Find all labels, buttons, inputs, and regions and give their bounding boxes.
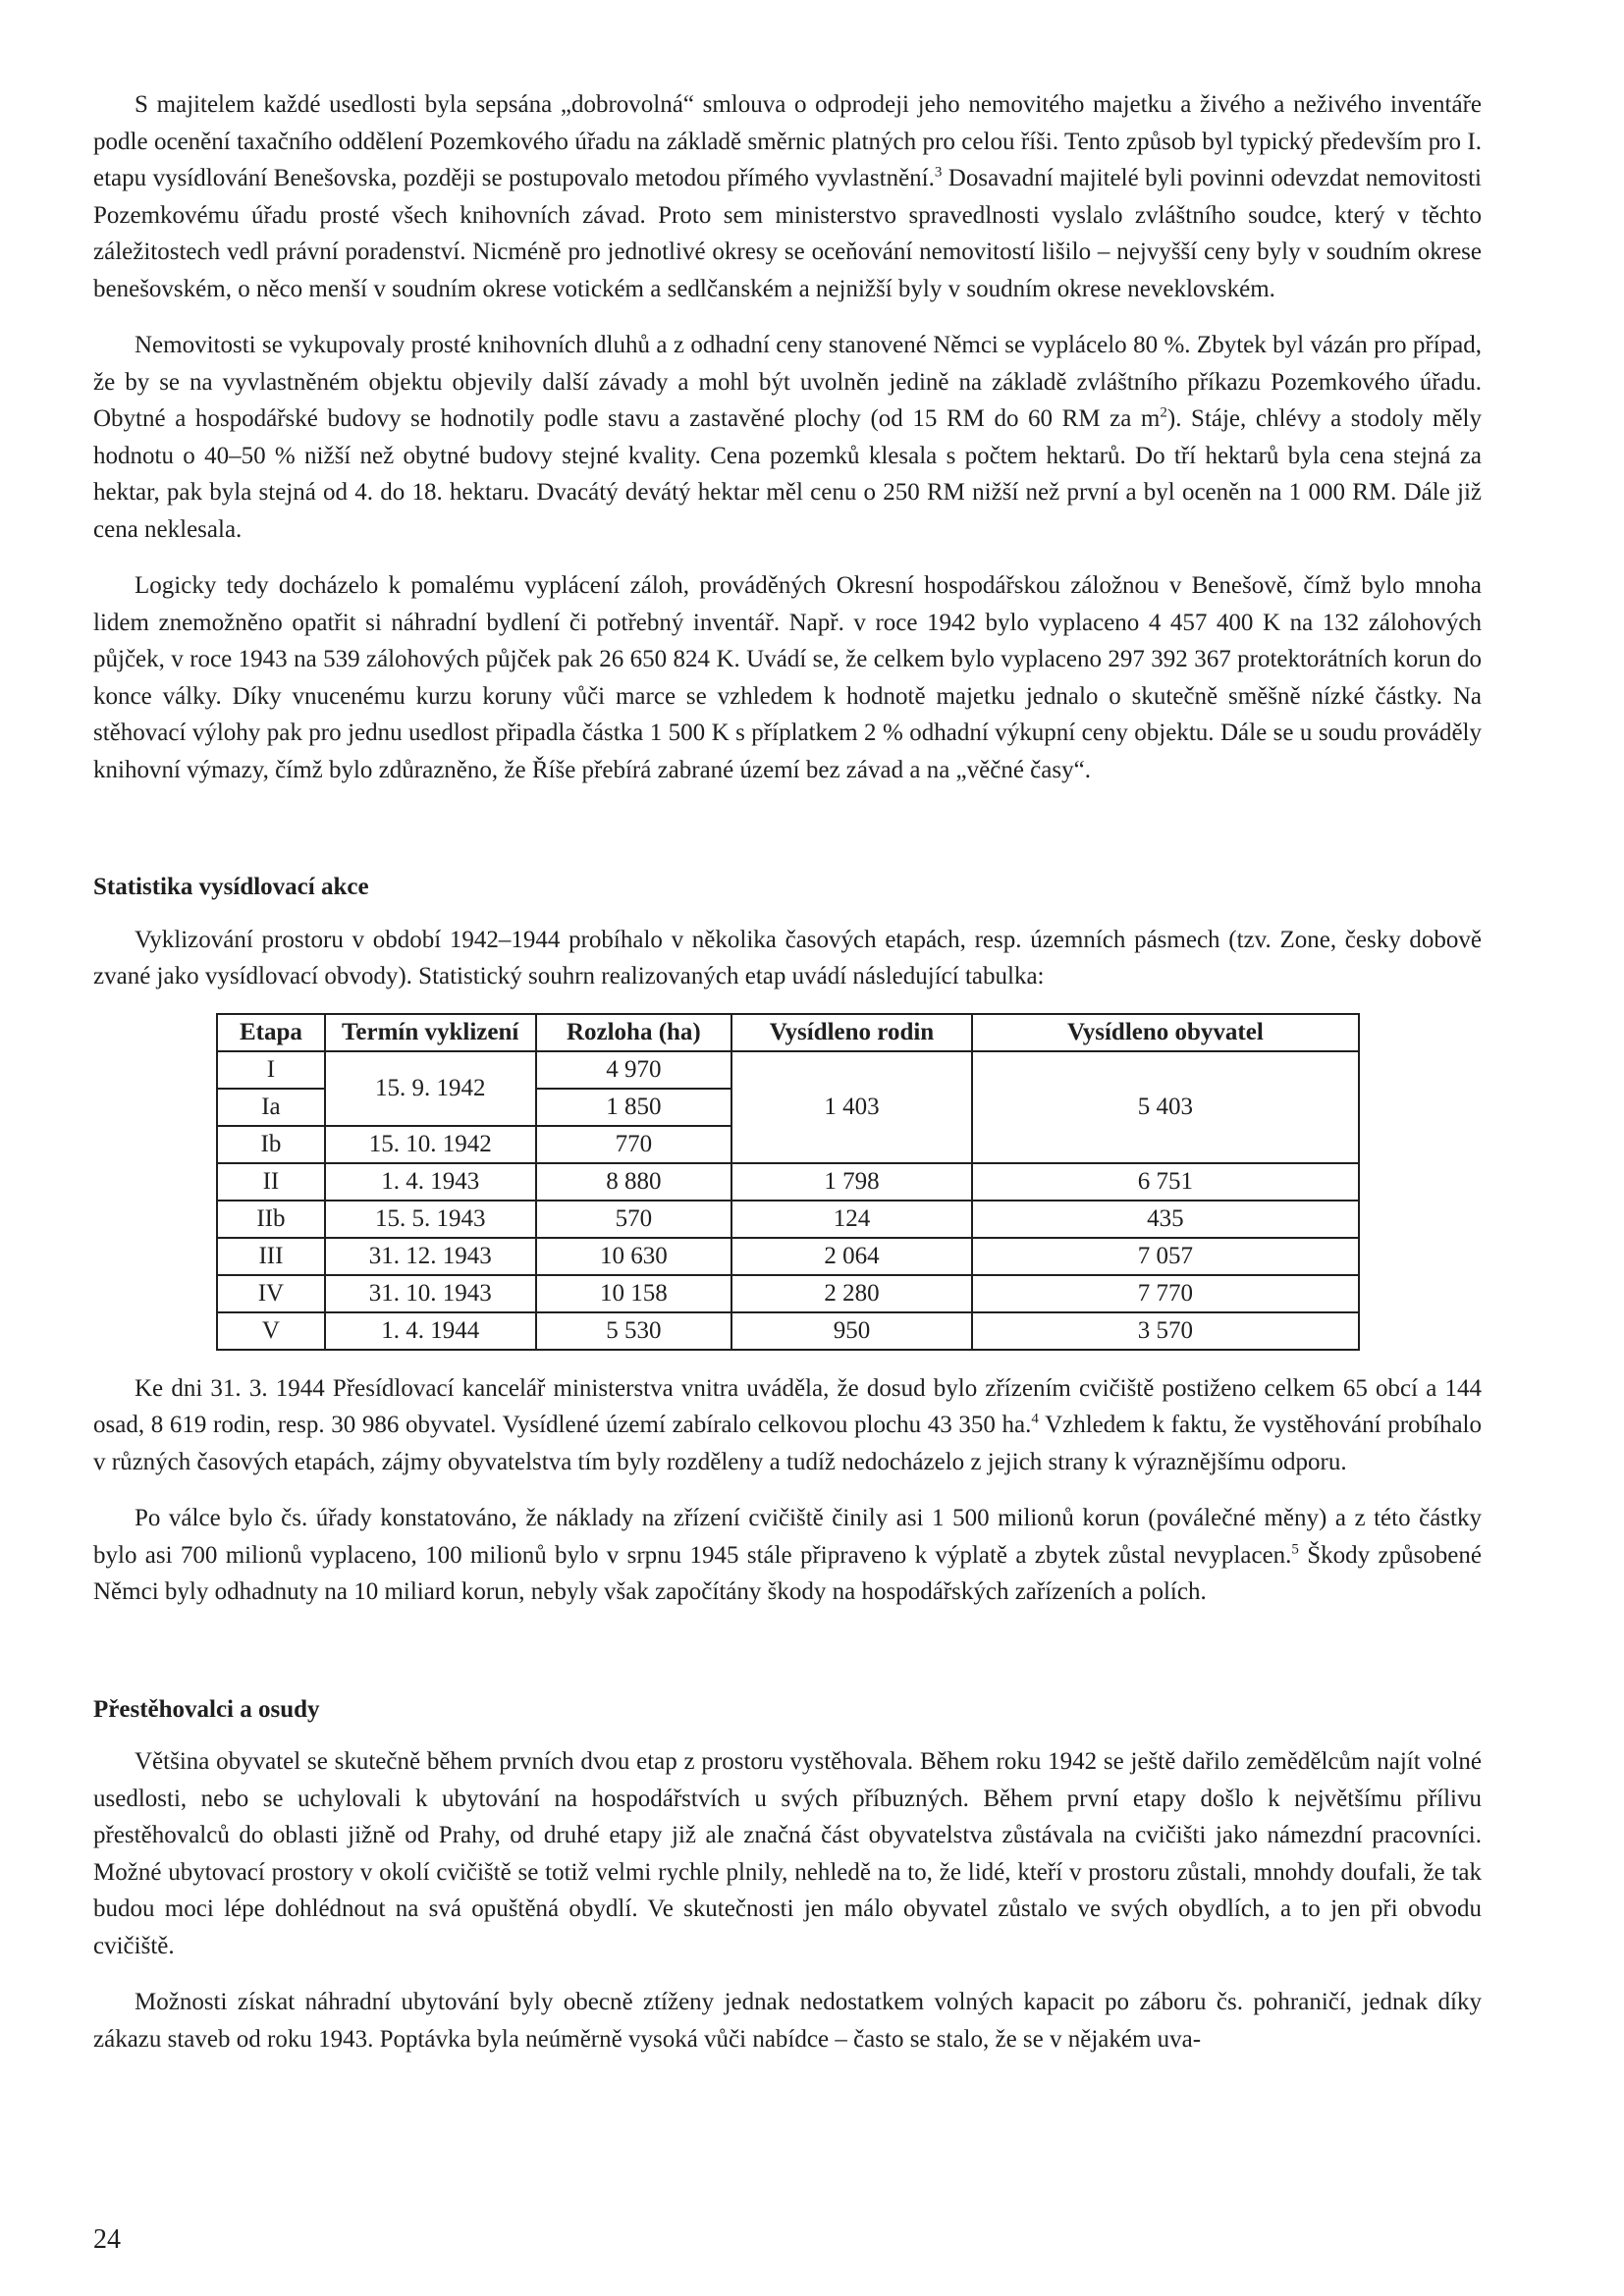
table-cell: IV <box>217 1275 325 1312</box>
paragraph-text: Vyklizování prostoru v období 1942–1944 probíhalo v několika časových etapách, resp. územních pásmech (tzv. Zone, česky dobově zvané jako vysídlovací obvody). Statistický souhrn realizovaných etap uvádí následující tabulka: <box>93 926 1482 989</box>
paragraph-text: Nemovitosti se vykupovaly prosté knihovních dluhů a z odhadní ceny stanovené Němci se vyplácelo 80 %. Zbytek byl vázán pro případ, že by se na vyvlastněném objektu objevily další závady a mohl být uvolněn jedině na základě zvláštního příkazu Pozemkového úřadu. Obytné a hospodářské budovy se hodnotily podle stavu a zastavěné plochy (od 15 RM do 60 RM za m <box>93 332 1482 432</box>
table-cell: Ib <box>217 1126 325 1163</box>
paragraph-text: ). Stáje, chlévy a stodoly měly hodnotu o 40–50 % nižší než obytné budovy stejné kvality. Cena pozemků klesala s počtem hektarů. Do tří hektarů byla cena stejná za hektar, pak byla stejná od 4. do 18. hektaru. Dvacátý devátý hektar měl cenu o 250 RM nižší než první a byl oceněn na 1 000 RM. Dále již cena neklesala. <box>93 405 1482 543</box>
paragraph-text: S majitelem každé usedlosti byla sepsána „dobrovolná“ smlouva o odprodeji jeho nemovitého majetku a živého a neživého inventáře podle ocenění taxačního oddělení Pozemkového úřadu na základě směrnic platných pro celou říši. Tento způsob byl typický především pro I. etapu vysídlování Benešovska, později se postupovalo metodou přímého vyvlastnění. <box>93 91 1482 191</box>
table-cell: II <box>217 1163 325 1201</box>
section-heading-statistics: Statistika vysídlovací akce <box>93 874 369 900</box>
table-cell: 770 <box>536 1126 732 1163</box>
paragraph-text: Dosavadní majitelé byli povinni odevzdat nemovitosti Pozemkovému úřadu prosté všech knihovních závad. Proto sem ministerstvo spravedlnosti vyslalo zvláštního soudce, který v těchto záležitostech vedl právní poradenství. Nicméně pro jednotlivé okresy se oceňování nemovitostí lišilo – nejvyšší ceny byly v soudním okrese benešovském, o něco menší v soudním okrese votickém a sedlčanském a nejnižší byly v soudním okrese neveklovském. <box>93 165 1482 302</box>
paragraph-text: Po válce bylo čs. úřady konstatováno, že náklady na zřízení cvičiště činily asi 1 500 milionů korun (poválečné měny) a z této částky bylo asi 700 milionů vyplaceno, 100 milionů bylo v srpnu 1945 stále připraveno k výplatě a zbytek zůstal nevyplacen. <box>93 1505 1482 1569</box>
footnote-ref-5[interactable]: 5 <box>1291 1541 1299 1558</box>
table-cell: 8 880 <box>536 1163 732 1201</box>
paragraph-property-valuation <box>93 327 1482 548</box>
paragraph-text: Škody způsobené Němci byly odhadnuty na 10 miliard korun, nebyly však započítány škody na hospodářských zařízeních a polích. <box>93 1541 1482 1605</box>
evacuation-stages-table <box>216 1013 1360 1351</box>
table-row <box>217 1201 1359 1238</box>
paragraph-costs <box>93 1500 1482 1611</box>
table-cell: 6 751 <box>972 1163 1359 1201</box>
column-header: Rozloha (ha) <box>536 1014 732 1051</box>
column-header: Vysídleno rodin <box>731 1014 972 1051</box>
table-cell: 4 970 <box>536 1051 732 1089</box>
paragraph-movers <box>93 1743 1482 1964</box>
paragraph-stats-intro <box>93 922 1482 995</box>
table-cell: 950 <box>731 1312 972 1350</box>
table-cell: 1. 4. 1943 <box>325 1163 536 1201</box>
paragraph-text: Ke dni 31. 3. 1944 Přesídlovací kancelář ministerstva vnitra uváděla, že dosud bylo zřízením cvičiště postiženo celkem 65 obcí a 144 osad, 8 619 rodin, resp. 30 986 obyvatel. Vysídlené území zabíralo celkovou plochu 43 350 ha. <box>93 1374 1482 1438</box>
table-cell: 5 530 <box>536 1312 732 1350</box>
column-header: Vysídleno obyvatel <box>972 1014 1359 1051</box>
table-cell: 15. 10. 1942 <box>325 1126 536 1163</box>
table-row <box>217 1163 1359 1201</box>
table-header-row <box>217 1014 1359 1051</box>
table-cell: 31. 10. 1943 <box>325 1275 536 1312</box>
paragraph-housing <box>93 1984 1482 2057</box>
table-cell: 10 630 <box>536 1238 732 1275</box>
table-cell: 1 850 <box>536 1089 732 1126</box>
table-cell: 2 280 <box>731 1275 972 1312</box>
document-page <box>93 86 1482 2057</box>
table-cell: 124 <box>731 1201 972 1238</box>
table-cell: 570 <box>536 1201 732 1238</box>
table-row <box>217 1051 1359 1089</box>
paragraph-text: Logicky tedy docházelo k pomalému vyplácení záloh, prováděných Okresní hospodářskou záložnou v Benešově, čímž bylo mnoha lidem znemožněno opatřit si náhradní bydlení či potřebný inventář. Např. v roce 1942 bylo vyplaceno 4 457 400 K na 132 zálohových půjček, v roce 1943 na 539 zálohových půjček pak 26 650 824 K. Uvádí se, že celkem bylo vyplaceno 297 392 367 protektorátních korun do konce války. Díky vnucenému kurzu koruny vůči marce se vzhledem k hodnotě majetku jednalo o skutečně směšně nízké částky. Na stěhovací výlohy pak pro jednu usedlost připadla částka 1 500 K s příplatkem 2 % odhadní výkupní ceny objektu. Dále se u soudu prováděly knihovní výmazy, čímž bylo zdůrazněno, že Říše přebírá zabrané území bez závad a na „věčné časy“. <box>93 572 1482 783</box>
table-cell: 15. 5. 1943 <box>325 1201 536 1238</box>
table-row <box>217 1238 1359 1275</box>
table-row <box>217 1312 1359 1350</box>
table-cell: IIb <box>217 1201 325 1238</box>
paragraph-contracts <box>93 86 1482 307</box>
table-cell: I <box>217 1051 325 1089</box>
table-cell: 1. 4. 1944 <box>325 1312 536 1350</box>
paragraph-affected-area <box>93 1370 1482 1481</box>
table-cell: 435 <box>972 1201 1359 1238</box>
table-row <box>217 1275 1359 1312</box>
table-cell: III <box>217 1238 325 1275</box>
column-header: Etapa <box>217 1014 325 1051</box>
table-cell: 7 770 <box>972 1275 1359 1312</box>
table-cell: 1 798 <box>731 1163 972 1201</box>
section-heading-movers: Přestěhovalci a osudy <box>93 1695 320 1723</box>
footnote-ref-4[interactable]: 4 <box>1031 1411 1039 1427</box>
paragraph-text: Vzhledem k faktu, že vystěhování probíhalo v různých časových etapách, zájmy obyvatelstva tím byly rozděleny a tudíž nedocházelo z jejich strany k výraznějšímu odporu. <box>93 1412 1483 1475</box>
table-cell: 1 403 <box>731 1051 972 1163</box>
table-cell: 2 064 <box>731 1238 972 1275</box>
paragraph-payments <box>93 567 1482 788</box>
footnote-ref-3[interactable]: 3 <box>934 164 943 181</box>
table-cell: 10 158 <box>536 1275 732 1312</box>
superscript-square: 2 <box>1160 404 1167 421</box>
table-cell: 31. 12. 1943 <box>325 1238 536 1275</box>
column-header: Termín vyklizení <box>325 1014 536 1051</box>
paragraph-text: Většina obyvatel se skutečně během prvních dvou etap z prostoru vystěhovala. Během roku 1942 se ještě dařilo zemědělcům najít volné usedlosti, nebo se uchylovali k ubytování na hospodářstvích u svých příbuzných. Během první etapy došlo k největšímu přílivu přestěhovalců do oblasti jižně od Prahy, od druhé etapy již ale značná část obyvatelstva zůstávala na cvičišti jako námezdní pracovníci. Možné ubytovací prostory v okolí cvičiště se totiž velmi rychle plnily, nehledě na to, že lidé, kteří v prostoru zůstali, mnohdy doufali, že tak budou moci lépe dohlédnout na svá opuštěná obydlí. Ve skutečnosti jen málo obyvatel zůstalo ve svých obydlích, a to jen při obvodu cvičiště. <box>93 1748 1482 1959</box>
table-cell: 15. 9. 1942 <box>325 1051 536 1126</box>
table-cell: V <box>217 1312 325 1350</box>
table-cell: 5 403 <box>972 1051 1359 1163</box>
table-cell: 7 057 <box>972 1238 1359 1275</box>
page-number: 24 <box>93 2224 121 2255</box>
table-cell: 3 570 <box>972 1312 1359 1350</box>
paragraph-text: Možnosti získat náhradní ubytování byly obecně ztíženy jednak nedostatkem volných kapacit po záboru čs. pohraničí, jednak díky zákazu staveb od roku 1943. Poptávka byla neúměrně vysoká vůči nabídce – často se stalo, že se v nějakém uva- <box>93 1989 1482 2053</box>
table-cell: Ia <box>217 1089 325 1126</box>
